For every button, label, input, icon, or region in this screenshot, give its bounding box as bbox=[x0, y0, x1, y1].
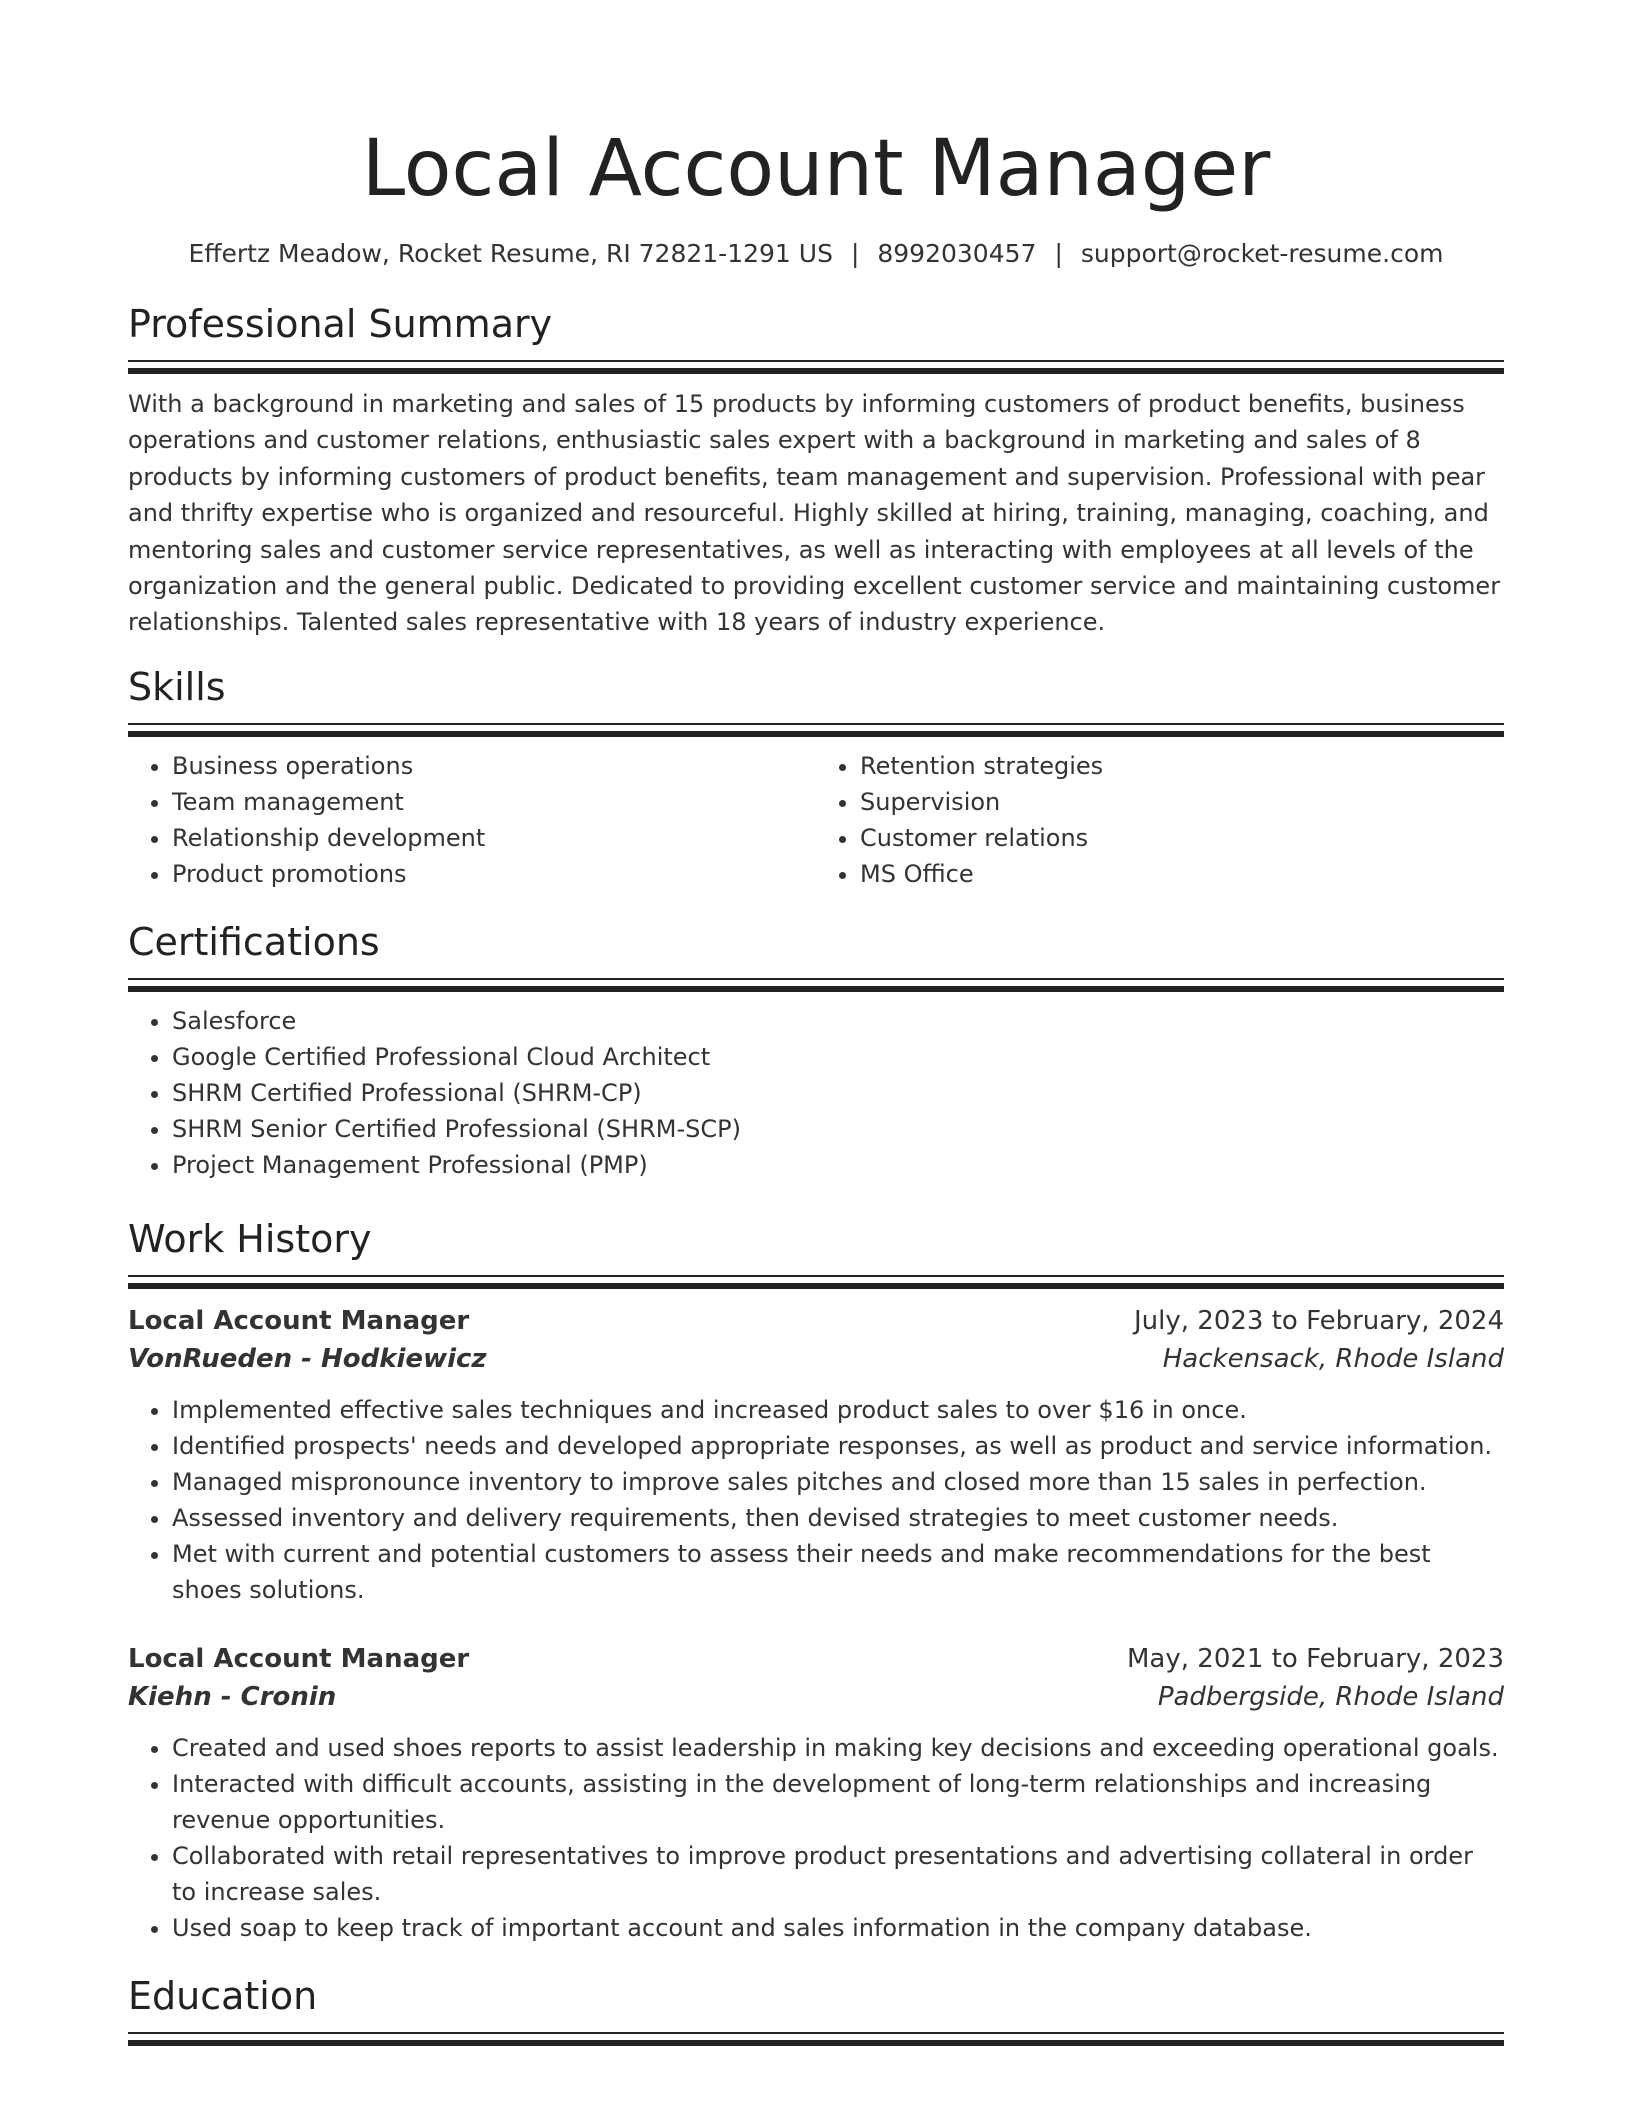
list-item: • Implemented effective sales techniques and increased product sales to over $16 in once. bbox=[172, 1392, 1504, 1428]
list-item: • Identified prospects' needs and developed appropriate responses, as well as product and service information. bbox=[172, 1428, 1504, 1464]
summary-text: With a background in marketing and sales of 15 products by informing customers of product benefits, business operations and customer relations, enthusiastic sales expert with a background in marketing and sales of 8 products by informing customers of product benefits, team management and supervision. Professional with pear and thrifty expertise who is organized and resourceful. Highly skilled at hiring, training, managing, coaching, and mentoring sales and customer service representatives, as well as interacting with employees at all levels of the organization and the general public. Dedicated to providing excellent customer service and maintaining customer relationships. Talented sales representative with 18 years of industry experience. bbox=[128, 390, 1501, 637]
job-location: Padbergside, Rhode Island bbox=[1157, 1681, 1504, 1712]
job-bullets bbox=[128, 1730, 1504, 1946]
section-divider bbox=[128, 1275, 1504, 1290]
job-header bbox=[128, 1302, 1504, 1340]
list-item: • Interacted with difficult accounts, assisting in the development of long-term relationships and increasing revenue opportunities. bbox=[172, 1766, 1504, 1838]
list-item: • Managed mispronounce inventory to improve sales pitches and closed more than 15 sales in perfection. bbox=[172, 1464, 1504, 1500]
list-item: • Created and used shoes reports to assist leadership in making key decisions and exceeding operational goals. bbox=[172, 1730, 1504, 1766]
list-item: • Collaborated with retail representatives to improve product presentations and advertising collateral in order to increase sales. bbox=[172, 1838, 1504, 1910]
list-item: • Salesforce bbox=[172, 1003, 1504, 1039]
list-item: • Product promotions bbox=[172, 856, 816, 892]
section-title-education: Education bbox=[128, 1973, 318, 2018]
resume-name: Local Account Manager bbox=[361, 124, 1271, 214]
list-item: • Project Management Professional (PMP) bbox=[172, 1147, 1504, 1183]
section-divider bbox=[128, 723, 1504, 738]
job-title: Local Account Manager bbox=[128, 1305, 470, 1336]
summary-section bbox=[128, 300, 1504, 641]
list-item: • Google Certified Professional Cloud Architect bbox=[172, 1039, 1504, 1075]
skills-list-right bbox=[816, 748, 1504, 892]
list-item: • Met with current and potential customers to assess their needs and make recommendations for the best shoes solutions. bbox=[172, 1536, 1504, 1608]
skills-list-left bbox=[128, 748, 816, 892]
contact-separator: | bbox=[850, 239, 860, 268]
job-dates: July, 2023 to February, 2024 bbox=[1134, 1305, 1504, 1336]
section-divider bbox=[128, 978, 1504, 993]
certifications-section bbox=[128, 918, 1504, 1183]
list-item: • Business operations bbox=[172, 748, 816, 784]
section-title-work-history: Work History bbox=[128, 1216, 372, 1261]
list-item: • Retention strategies bbox=[860, 748, 1504, 784]
contact-address: Effertz Meadow, Rocket Resume, RI 72821-1291 US bbox=[188, 239, 833, 268]
list-item: • Assessed inventory and delivery requirements, then devised strategies to meet customer needs. bbox=[172, 1500, 1504, 1536]
job-subheader bbox=[128, 1340, 1504, 1378]
certifications-list bbox=[128, 1003, 1504, 1183]
contact-phone: 8992030457 bbox=[877, 239, 1037, 268]
job-company: Kiehn - Cronin bbox=[128, 1681, 337, 1712]
section-divider bbox=[128, 360, 1504, 375]
section-divider bbox=[128, 2032, 1504, 2047]
list-item: • SHRM Certified Professional (SHRM-CP) bbox=[172, 1075, 1504, 1111]
education-section bbox=[128, 1972, 1504, 2047]
job-dates: May, 2021 to February, 2023 bbox=[1127, 1643, 1504, 1674]
job-bullets bbox=[128, 1392, 1504, 1608]
list-item: • SHRM Senior Certified Professional (SHRM-SCP) bbox=[172, 1111, 1504, 1147]
job-location: Hackensack, Rhode Island bbox=[1162, 1343, 1504, 1374]
job-entry bbox=[128, 1302, 1504, 1608]
list-item: • Team management bbox=[172, 784, 816, 820]
section-title-summary: Professional Summary bbox=[128, 302, 553, 346]
job-company: VonRueden - Hodkiewicz bbox=[128, 1343, 487, 1374]
list-item: • MS Office bbox=[860, 856, 1504, 892]
list-item: • Used soap to keep track of important account and sales information in the company database. bbox=[172, 1910, 1504, 1946]
section-title-skills: Skills bbox=[128, 664, 226, 709]
list-item: • Supervision bbox=[860, 784, 1504, 820]
skills-grid bbox=[128, 748, 1504, 892]
list-item: • Relationship development bbox=[172, 820, 816, 856]
job-entry bbox=[128, 1640, 1504, 1946]
job-title: Local Account Manager bbox=[128, 1643, 470, 1674]
contact-separator: | bbox=[1054, 239, 1063, 268]
contact-line bbox=[128, 238, 1504, 270]
job-subheader bbox=[128, 1678, 1504, 1716]
skills-section bbox=[128, 663, 1504, 892]
resume-page bbox=[128, 0, 1504, 2047]
contact-email: support@rocket-resume.com bbox=[1080, 239, 1444, 268]
list-item: • Customer relations bbox=[860, 820, 1504, 856]
section-title-certifications: Certifications bbox=[128, 919, 380, 964]
job-header bbox=[128, 1640, 1504, 1678]
work-history-section bbox=[128, 1215, 1504, 1946]
